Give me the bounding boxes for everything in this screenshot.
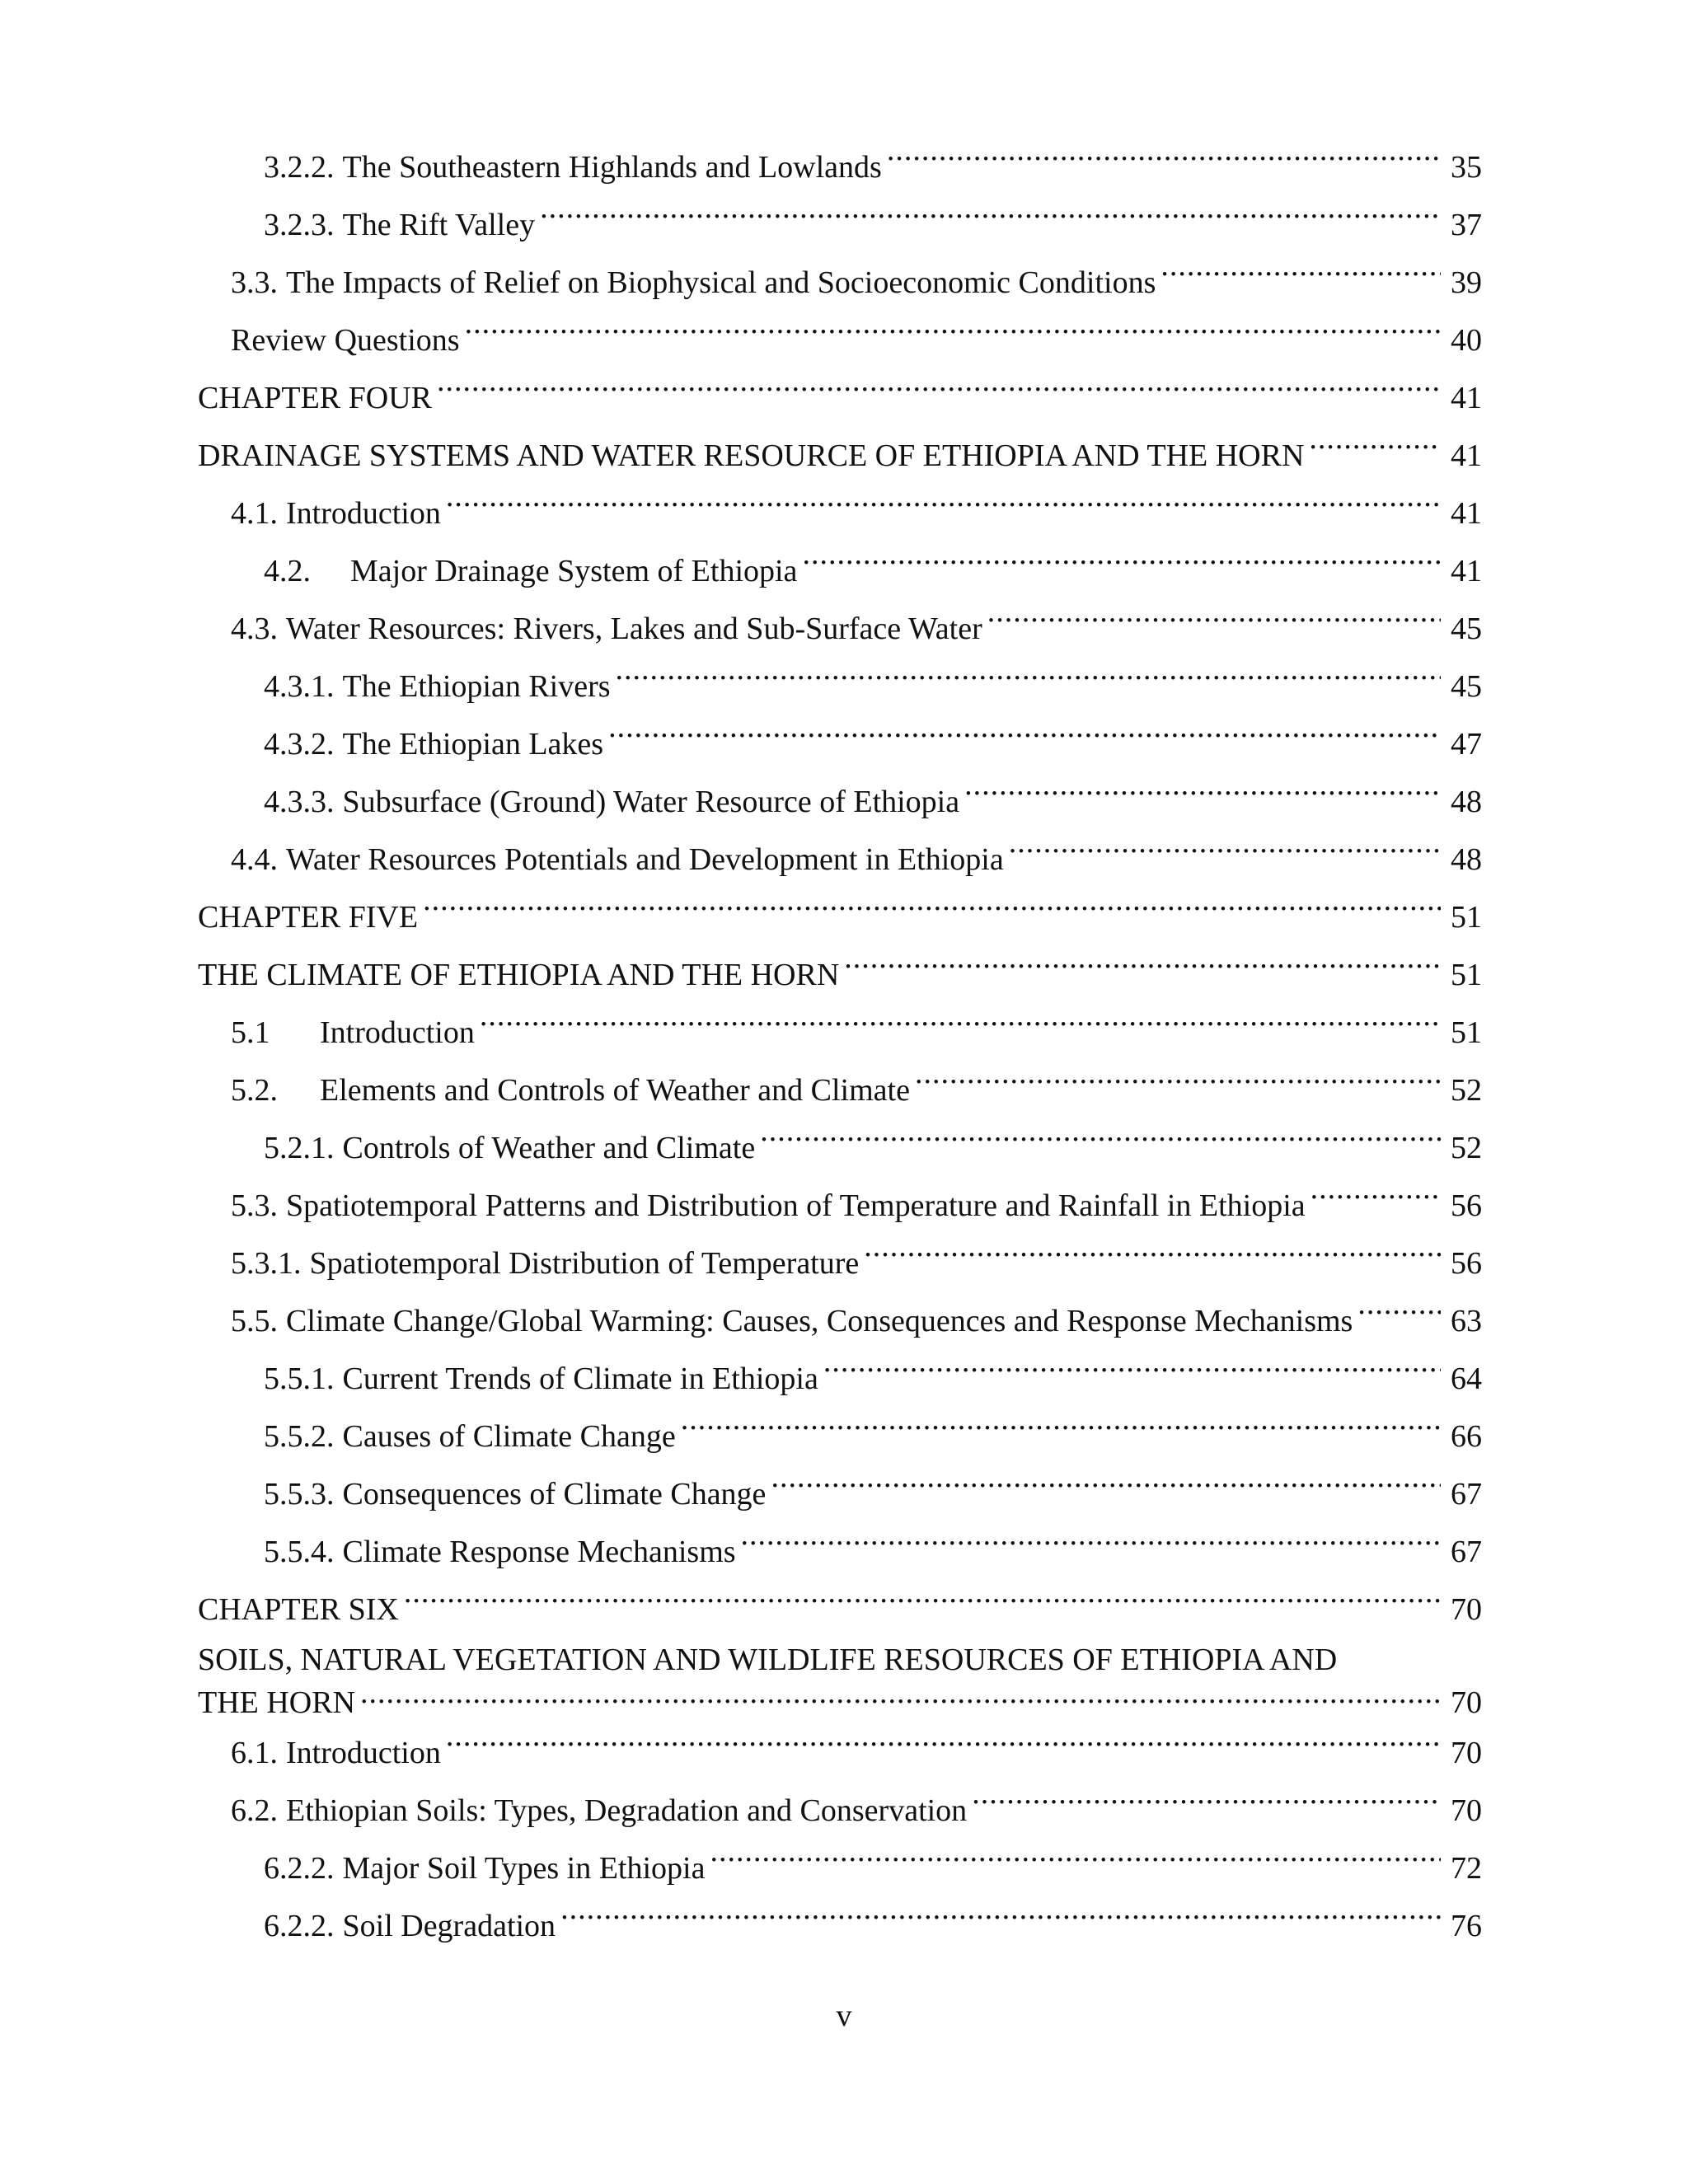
- toc-page-number: 35: [1451, 150, 1482, 185]
- toc-page-number: 41: [1451, 438, 1482, 473]
- toc-entry[interactable]: [198, 1350, 1482, 1408]
- dot-leader: [560, 1905, 1441, 1936]
- toc-section-number: 3.3.: [231, 265, 278, 300]
- toc-page-number: 41: [1451, 554, 1482, 588]
- toc-entry[interactable]: [198, 254, 1482, 312]
- toc-entry-title: Spatiotemporal Distribution of Temperature: [309, 1246, 860, 1281]
- toc-entry-title: The Impacts of Relief on Biophysical and Socioeconomic Conditions: [286, 265, 1156, 300]
- toc-page-number: 67: [1451, 1535, 1482, 1569]
- toc-entry[interactable]: [198, 1062, 1482, 1119]
- toc-page-number: 56: [1451, 1246, 1482, 1281]
- toc-section-number: 5.3.: [231, 1188, 278, 1223]
- toc-entry-title: Introduction: [320, 1015, 475, 1050]
- toc-entry[interactable]: [198, 1638, 1482, 1724]
- toc-page-number: 52: [1451, 1131, 1482, 1165]
- toc-section-number: 4.3.2.: [264, 727, 335, 762]
- toc-entry[interactable]: [198, 715, 1482, 773]
- toc-page-number: 64: [1451, 1361, 1482, 1396]
- toc-section-number: 5.1: [231, 1015, 270, 1050]
- toc-entry-title: The Rift Valley: [342, 208, 536, 242]
- dot-leader: [446, 492, 1441, 523]
- toc-entry-title: CHAPTER FOUR: [198, 381, 432, 415]
- toc-entry[interactable]: [198, 1292, 1482, 1350]
- toc-entry-title: Soil Degradation: [342, 1909, 556, 1943]
- toc-entry-title: Current Trends of Climate in Ethiopia: [342, 1361, 818, 1396]
- toc-entry[interactable]: [198, 1004, 1482, 1062]
- toc-entry[interactable]: [198, 1523, 1482, 1581]
- toc-page-number: 41: [1451, 381, 1482, 415]
- toc-page-number: 63: [1451, 1304, 1482, 1338]
- dot-leader: [802, 550, 1441, 581]
- toc-section-number: 5.5.4.: [264, 1535, 335, 1569]
- toc-entry-title: CHAPTER FIVE: [198, 900, 419, 935]
- toc-page-number: 70: [1451, 1685, 1482, 1720]
- toc-entry[interactable]: [198, 1119, 1482, 1177]
- toc-page-number: 52: [1451, 1073, 1482, 1108]
- toc-section-number: 3.2.3.: [264, 208, 335, 242]
- dot-leader: [710, 1847, 1441, 1878]
- toc-page-number: 41: [1451, 496, 1482, 531]
- dot-leader: [987, 607, 1441, 639]
- dot-leader: [964, 780, 1441, 812]
- dot-leader: [465, 319, 1441, 350]
- toc-entry[interactable]: [198, 946, 1482, 1004]
- toc-entry[interactable]: [198, 1408, 1482, 1465]
- toc-entry[interactable]: [198, 658, 1482, 715]
- toc-entry[interactable]: [198, 773, 1482, 831]
- dot-leader: [608, 723, 1441, 754]
- dot-leader: [1009, 838, 1441, 869]
- dot-leader: [823, 1357, 1441, 1389]
- toc-page-number: 70: [1451, 1592, 1482, 1627]
- dot-leader: [844, 954, 1441, 985]
- toc-page-number: 56: [1451, 1188, 1482, 1223]
- toc-entry-title: Elements and Controls of Weather and Climate: [320, 1073, 910, 1108]
- dot-leader: [915, 1069, 1441, 1100]
- toc-section-number: 5.2.1.: [264, 1131, 335, 1165]
- toc-entry-title: DRAINAGE SYSTEMS AND WATER RESOURCE OF ETHIOPIA AND THE HORN: [198, 438, 1305, 473]
- toc-section-number: 4.4.: [231, 842, 278, 877]
- page-number-footer: v: [836, 1999, 852, 2033]
- toc-page-number: 48: [1451, 785, 1482, 819]
- dot-leader: [1311, 1184, 1441, 1216]
- toc-entry-title: THE CLIMATE OF ETHIOPIA AND THE HORN: [198, 958, 840, 992]
- toc-page-number: 40: [1451, 323, 1482, 358]
- toc-page-number: 45: [1451, 612, 1482, 646]
- toc-section-number: 3.2.2.: [264, 150, 335, 185]
- toc-section-number: 5.5.2.: [264, 1419, 335, 1454]
- dot-leader: [423, 896, 1441, 927]
- dot-leader: [887, 146, 1441, 177]
- toc-entry[interactable]: [198, 369, 1482, 427]
- toc-page-number: 70: [1451, 1793, 1482, 1828]
- toc-entry[interactable]: [198, 600, 1482, 658]
- toc-section-number: 6.2.: [231, 1793, 278, 1828]
- dot-leader: [540, 204, 1441, 235]
- dot-leader: [864, 1242, 1441, 1273]
- dot-leader: [1160, 261, 1441, 293]
- toc-entry[interactable]: [198, 1782, 1482, 1840]
- toc-page-number: 37: [1451, 208, 1482, 242]
- toc-entry-title: Introduction: [286, 496, 441, 531]
- toc-section-number: 4.3.3.: [264, 785, 335, 819]
- toc-page-number: 66: [1451, 1419, 1482, 1454]
- toc-page-number: 72: [1451, 1851, 1482, 1886]
- toc-entry-title: Causes of Climate Change: [342, 1419, 676, 1454]
- toc-section-number: 6.2.2.: [264, 1909, 335, 1943]
- toc-entry-title: Review Questions: [231, 323, 460, 358]
- toc-entry-title: Controls of Weather and Climate: [342, 1131, 756, 1165]
- toc-section-number: 4.1.: [231, 496, 278, 531]
- dot-leader: [404, 1588, 1441, 1619]
- dot-leader: [760, 1127, 1441, 1158]
- toc-entry-title: Spatiotemporal Patterns and Distribution of Temperature and Rainfall in Ethiopia: [286, 1188, 1306, 1223]
- toc-entry[interactable]: [198, 312, 1482, 369]
- toc-page-number: 51: [1451, 958, 1482, 992]
- toc-entry-title: The Southeastern Highlands and Lowlands: [342, 150, 882, 185]
- toc-entry[interactable]: [198, 196, 1482, 254]
- toc-page-number: 51: [1451, 900, 1482, 935]
- toc-section-number: 5.3.1.: [231, 1246, 302, 1281]
- toc-entry-title: Consequences of Climate Change: [342, 1477, 767, 1511]
- toc-page-number: 48: [1451, 842, 1482, 877]
- toc-entry-title: Climate Change/Global Warming: Causes, Consequences and Response Mechanisms: [286, 1304, 1353, 1338]
- toc-entry-title: Water Resources: Rivers, Lakes and Sub-Surface Water: [286, 612, 982, 646]
- dot-leader: [972, 1789, 1441, 1821]
- toc-section-number: 6.2.2.: [264, 1851, 335, 1886]
- dot-leader: [616, 665, 1441, 696]
- toc-entry-title: The Ethiopian Rivers: [342, 669, 611, 704]
- toc-entry[interactable]: [198, 138, 1482, 196]
- toc-entry-title: The Ethiopian Lakes: [342, 727, 604, 762]
- dot-leader: [480, 1011, 1441, 1043]
- toc-entry-title: Major Drainage System of Ethiopia: [350, 554, 798, 588]
- toc-entry-title-line1: SOILS, NATURAL VEGETATION AND WILDLIFE RESOURCES OF ETHIOPIA AND: [198, 1643, 1338, 1677]
- toc-page-number: 67: [1451, 1477, 1482, 1511]
- toc-entry[interactable]: [198, 1235, 1482, 1292]
- dot-leader: [446, 1732, 1441, 1763]
- toc-entry[interactable]: [198, 831, 1482, 888]
- toc-entry-title: Introduction: [286, 1736, 441, 1770]
- toc-entry-title-line2: THE HORN: [198, 1685, 356, 1720]
- toc-page-number: 76: [1451, 1909, 1482, 1943]
- toc-entry[interactable]: [198, 1177, 1482, 1235]
- toc-entry[interactable]: [198, 485, 1482, 542]
- toc-entry[interactable]: [198, 427, 1482, 485]
- toc-entry-title: Water Resources Potentials and Development in Ethiopia: [286, 842, 1004, 877]
- toc-entry[interactable]: [198, 1897, 1482, 1955]
- toc-section-number: 5.5.1.: [264, 1361, 335, 1396]
- toc-entry[interactable]: [198, 888, 1482, 946]
- dot-leader: [741, 1530, 1441, 1562]
- toc-page-number: 70: [1451, 1736, 1482, 1770]
- toc-entry[interactable]: [198, 1581, 1482, 1638]
- dot-leader: [771, 1473, 1441, 1504]
- toc-section-number: 5.5.3.: [264, 1477, 335, 1511]
- toc-page-number: 51: [1451, 1015, 1482, 1050]
- dot-leader: [360, 1681, 1441, 1713]
- dot-leader: [681, 1415, 1441, 1446]
- toc-section-number: 4.3.1.: [264, 669, 335, 704]
- dot-leader: [1357, 1300, 1441, 1331]
- toc-page-number: 39: [1451, 265, 1482, 300]
- toc-section-number: 4.3.: [231, 612, 278, 646]
- table-of-contents: [198, 138, 1482, 1955]
- toc-section-number: 6.1.: [231, 1736, 278, 1770]
- toc-section-number: 5.2.: [231, 1073, 278, 1108]
- toc-section-number: 5.5.: [231, 1304, 278, 1338]
- dot-leader: [1309, 434, 1441, 466]
- toc-entry-title: CHAPTER SIX: [198, 1592, 399, 1627]
- toc-page-number: 47: [1451, 727, 1482, 762]
- toc-entry[interactable]: [198, 542, 1482, 600]
- toc-entry-title: Major Soil Types in Ethiopia: [342, 1851, 706, 1886]
- toc-section-number: 4.2.: [264, 554, 311, 588]
- toc-entry-title: Subsurface (Ground) Water Resource of Ethiopia: [342, 785, 960, 819]
- toc-entry-title: Ethiopian Soils: Types, Degradation and Conservation: [286, 1793, 968, 1828]
- toc-entry-title: Climate Response Mechanisms: [342, 1535, 736, 1569]
- toc-entry[interactable]: [198, 1840, 1482, 1897]
- dot-leader: [437, 377, 1441, 408]
- toc-page-number: 45: [1451, 669, 1482, 704]
- toc-entry[interactable]: [198, 1724, 1482, 1782]
- toc-entry[interactable]: [198, 1465, 1482, 1523]
